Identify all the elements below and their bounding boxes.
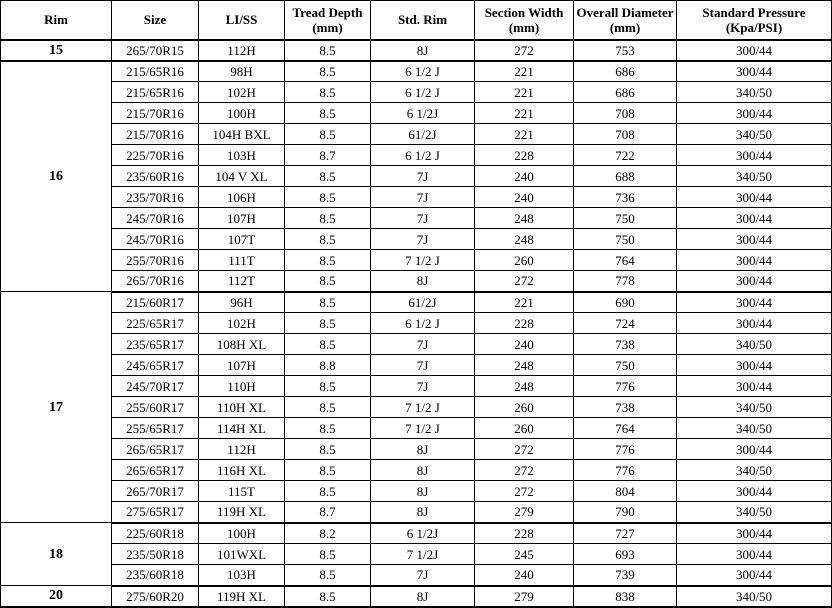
table-row xyxy=(1,271,832,292)
overall-diameter-cell: 764 xyxy=(574,418,677,439)
standard-pressure-cell: 340/50 xyxy=(677,418,832,439)
tread-depth-cell: 8.5 xyxy=(285,439,371,460)
tread-depth-cell: 8.5 xyxy=(285,292,371,313)
tread-depth-cell: 8.8 xyxy=(285,355,371,376)
li-ss-cell: 119H XL xyxy=(199,502,285,523)
std-rim-cell: 8J xyxy=(371,586,475,607)
rim-cell: 16 xyxy=(1,61,112,292)
header-rim: Rim xyxy=(1,1,112,40)
size-cell: 245/65R17 xyxy=(112,355,199,376)
size-cell: 265/65R17 xyxy=(112,460,199,481)
section-width-cell: 260 xyxy=(475,250,574,271)
size-cell: 235/60R18 xyxy=(112,565,199,586)
standard-pressure-cell: 300/44 xyxy=(677,187,832,208)
size-cell: 235/60R16 xyxy=(112,166,199,187)
tread-depth-cell: 8.5 xyxy=(285,460,371,481)
li-ss-cell: 102H xyxy=(199,313,285,334)
size-cell: 275/60R20 xyxy=(112,586,199,607)
section-width-cell: 272 xyxy=(475,481,574,502)
overall-diameter-cell: 738 xyxy=(574,334,677,355)
tread-depth-cell: 8.7 xyxy=(285,145,371,166)
section-width-cell: 272 xyxy=(475,460,574,481)
standard-pressure-cell: 300/44 xyxy=(677,376,832,397)
overall-diameter-cell: 724 xyxy=(574,313,677,334)
std-rim-cell: 8J xyxy=(371,439,475,460)
std-rim-cell: 7J xyxy=(371,355,475,376)
standard-pressure-cell: 300/44 xyxy=(677,271,832,292)
table-row xyxy=(1,502,832,523)
size-cell: 255/70R16 xyxy=(112,250,199,271)
size-cell: 265/65R17 xyxy=(112,439,199,460)
li-ss-cell: 98H xyxy=(199,61,285,82)
standard-pressure-cell: 300/44 xyxy=(677,229,832,250)
table-row xyxy=(1,61,832,82)
std-rim-cell: 8J xyxy=(371,502,475,523)
size-cell: 235/65R17 xyxy=(112,334,199,355)
tread-depth-cell: 8.5 xyxy=(285,544,371,565)
overall-diameter-cell: 776 xyxy=(574,460,677,481)
overall-diameter-cell: 738 xyxy=(574,397,677,418)
section-width-cell: 240 xyxy=(475,334,574,355)
std-rim-cell: 61/2J xyxy=(371,124,475,145)
section-width-cell: 221 xyxy=(475,124,574,145)
tread-depth-cell: 8.5 xyxy=(285,397,371,418)
size-cell: 215/65R16 xyxy=(112,82,199,103)
li-ss-cell: 104H BXL xyxy=(199,124,285,145)
table-row xyxy=(1,586,832,607)
standard-pressure-cell: 340/50 xyxy=(677,124,832,145)
rim-cell: 15 xyxy=(1,40,112,61)
standard-pressure-cell: 300/44 xyxy=(677,250,832,271)
table-row xyxy=(1,103,832,124)
standard-pressure-cell: 300/44 xyxy=(677,313,832,334)
overall-diameter-cell: 739 xyxy=(574,565,677,586)
rim-cell: 17 xyxy=(1,292,112,523)
li-ss-cell: 108H XL xyxy=(199,334,285,355)
size-cell: 245/70R16 xyxy=(112,208,199,229)
standard-pressure-cell: 340/50 xyxy=(677,166,832,187)
std-rim-cell: 7J xyxy=(371,334,475,355)
tread-depth-cell: 8.5 xyxy=(285,124,371,145)
tread-depth-cell: 8.5 xyxy=(285,61,371,82)
standard-pressure-cell: 300/44 xyxy=(677,544,832,565)
section-width-cell: 221 xyxy=(475,61,574,82)
standard-pressure-cell: 300/44 xyxy=(677,355,832,376)
overall-diameter-cell: 750 xyxy=(574,355,677,376)
standard-pressure-cell: 340/50 xyxy=(677,82,832,103)
header-std-rim: Std. Rim xyxy=(371,1,475,40)
std-rim-cell: 8J xyxy=(371,40,475,61)
overall-diameter-cell: 693 xyxy=(574,544,677,565)
overall-diameter-cell: 688 xyxy=(574,166,677,187)
table-row xyxy=(1,544,832,565)
size-cell: 215/65R16 xyxy=(112,61,199,82)
header-li-ss: LI/SS xyxy=(199,1,285,40)
table-row xyxy=(1,208,832,229)
section-width-cell: 221 xyxy=(475,82,574,103)
size-cell: 255/60R17 xyxy=(112,397,199,418)
overall-diameter-cell: 736 xyxy=(574,187,677,208)
table-row xyxy=(1,565,832,586)
li-ss-cell: 107H xyxy=(199,355,285,376)
overall-diameter-cell: 708 xyxy=(574,103,677,124)
tread-depth-cell: 8.5 xyxy=(285,82,371,103)
overall-diameter-cell: 750 xyxy=(574,208,677,229)
tread-depth-cell: 8.5 xyxy=(285,565,371,586)
standard-pressure-cell: 340/50 xyxy=(677,334,832,355)
std-rim-cell: 7J xyxy=(371,166,475,187)
overall-diameter-cell: 750 xyxy=(574,229,677,250)
table-row xyxy=(1,439,832,460)
std-rim-cell: 7J xyxy=(371,208,475,229)
tread-depth-cell: 8.5 xyxy=(285,481,371,502)
li-ss-cell: 111T xyxy=(199,250,285,271)
std-rim-cell: 6 1/2 J xyxy=(371,82,475,103)
std-rim-cell: 8J xyxy=(371,481,475,502)
section-width-cell: 272 xyxy=(475,439,574,460)
std-rim-cell: 6 1/2J xyxy=(371,103,475,124)
standard-pressure-cell: 300/44 xyxy=(677,439,832,460)
section-width-cell: 248 xyxy=(475,376,574,397)
table-row xyxy=(1,292,832,313)
li-ss-cell: 116H XL xyxy=(199,460,285,481)
li-ss-cell: 110H XL xyxy=(199,397,285,418)
li-ss-cell: 104 V XL xyxy=(199,166,285,187)
std-rim-cell: 8J xyxy=(371,460,475,481)
tread-depth-cell: 8.5 xyxy=(285,418,371,439)
table-row xyxy=(1,313,832,334)
std-rim-cell: 7 1/2 J xyxy=(371,250,475,271)
standard-pressure-cell: 300/44 xyxy=(677,40,832,61)
tread-depth-cell: 8.5 xyxy=(285,40,371,61)
standard-pressure-cell: 300/44 xyxy=(677,481,832,502)
overall-diameter-cell: 686 xyxy=(574,61,677,82)
table-body xyxy=(1,40,832,607)
std-rim-cell: 61/2J xyxy=(371,292,475,313)
table-row xyxy=(1,334,832,355)
table-row xyxy=(1,460,832,481)
li-ss-cell: 100H xyxy=(199,103,285,124)
tread-depth-cell: 8.5 xyxy=(285,250,371,271)
size-cell: 215/60R17 xyxy=(112,292,199,313)
size-cell: 235/50R18 xyxy=(112,544,199,565)
section-width-cell: 240 xyxy=(475,565,574,586)
header-size: Size xyxy=(112,1,199,40)
standard-pressure-cell: 340/50 xyxy=(677,460,832,481)
size-cell: 275/65R17 xyxy=(112,502,199,523)
size-cell: 245/70R16 xyxy=(112,229,199,250)
std-rim-cell: 7J xyxy=(371,376,475,397)
li-ss-cell: 106H xyxy=(199,187,285,208)
section-width-cell: 240 xyxy=(475,187,574,208)
overall-diameter-cell: 722 xyxy=(574,145,677,166)
std-rim-cell: 8J xyxy=(371,271,475,292)
tread-depth-cell: 8.7 xyxy=(285,502,371,523)
overall-diameter-cell: 764 xyxy=(574,250,677,271)
standard-pressure-cell: 340/50 xyxy=(677,397,832,418)
std-rim-cell: 6 1/2 J xyxy=(371,61,475,82)
tread-depth-cell: 8.5 xyxy=(285,103,371,124)
size-cell: 215/70R16 xyxy=(112,103,199,124)
li-ss-cell: 112H xyxy=(199,439,285,460)
size-cell: 265/70R15 xyxy=(112,40,199,61)
li-ss-cell: 107T xyxy=(199,229,285,250)
tread-depth-cell: 8.5 xyxy=(285,313,371,334)
li-ss-cell: 112H xyxy=(199,40,285,61)
std-rim-cell: 7 1/2 J xyxy=(371,397,475,418)
li-ss-cell: 96H xyxy=(199,292,285,313)
li-ss-cell: 107H xyxy=(199,208,285,229)
size-cell: 245/70R17 xyxy=(112,376,199,397)
size-cell: 225/60R18 xyxy=(112,523,199,544)
section-width-cell: 228 xyxy=(475,145,574,166)
section-width-cell: 240 xyxy=(475,166,574,187)
li-ss-cell: 101WXL xyxy=(199,544,285,565)
table-row xyxy=(1,82,832,103)
tread-depth-cell: 8.5 xyxy=(285,586,371,607)
table-row xyxy=(1,250,832,271)
table-row xyxy=(1,418,832,439)
li-ss-cell: 110H xyxy=(199,376,285,397)
li-ss-cell: 103H xyxy=(199,565,285,586)
standard-pressure-cell: 300/44 xyxy=(677,61,832,82)
rim-cell: 20 xyxy=(1,586,112,607)
overall-diameter-cell: 776 xyxy=(574,439,677,460)
tread-depth-cell: 8.5 xyxy=(285,271,371,292)
tread-depth-cell: 8.5 xyxy=(285,187,371,208)
li-ss-cell: 112T xyxy=(199,271,285,292)
overall-diameter-cell: 790 xyxy=(574,502,677,523)
li-ss-cell: 115T xyxy=(199,481,285,502)
header-standard-pressure: Standard Pressure (Kpa/PSI) xyxy=(677,1,832,40)
std-rim-cell: 6 1/2 J xyxy=(371,313,475,334)
section-width-cell: 221 xyxy=(475,292,574,313)
tread-depth-cell: 8.5 xyxy=(285,376,371,397)
section-width-cell: 260 xyxy=(475,397,574,418)
size-cell: 215/70R16 xyxy=(112,124,199,145)
table-row xyxy=(1,145,832,166)
std-rim-cell: 7 1/2 J xyxy=(371,418,475,439)
section-width-cell: 248 xyxy=(475,229,574,250)
size-cell: 255/65R17 xyxy=(112,418,199,439)
li-ss-cell: 102H xyxy=(199,82,285,103)
standard-pressure-cell: 300/44 xyxy=(677,208,832,229)
table-row xyxy=(1,166,832,187)
std-rim-cell: 6 1/2 J xyxy=(371,145,475,166)
size-cell: 265/70R17 xyxy=(112,481,199,502)
std-rim-cell: 7J xyxy=(371,565,475,586)
overall-diameter-cell: 708 xyxy=(574,124,677,145)
size-cell: 235/70R16 xyxy=(112,187,199,208)
std-rim-cell: 7J xyxy=(371,187,475,208)
overall-diameter-cell: 804 xyxy=(574,481,677,502)
header-row xyxy=(1,1,832,40)
std-rim-cell: 7J xyxy=(371,229,475,250)
section-width-cell: 279 xyxy=(475,502,574,523)
li-ss-cell: 103H xyxy=(199,145,285,166)
header-overall-diameter: Overall Diameter (mm) xyxy=(574,1,677,40)
overall-diameter-cell: 838 xyxy=(574,586,677,607)
std-rim-cell: 6 1/2J xyxy=(371,523,475,544)
li-ss-cell: 100H xyxy=(199,523,285,544)
section-width-cell: 279 xyxy=(475,586,574,607)
section-width-cell: 272 xyxy=(475,40,574,61)
standard-pressure-cell: 340/50 xyxy=(677,586,832,607)
li-ss-cell: 119H XL xyxy=(199,586,285,607)
standard-pressure-cell: 300/44 xyxy=(677,103,832,124)
section-width-cell: 248 xyxy=(475,208,574,229)
table-row xyxy=(1,40,832,61)
overall-diameter-cell: 686 xyxy=(574,82,677,103)
rim-cell: 18 xyxy=(1,523,112,586)
table-row xyxy=(1,376,832,397)
standard-pressure-cell: 300/44 xyxy=(677,145,832,166)
table-row xyxy=(1,523,832,544)
standard-pressure-cell: 340/50 xyxy=(677,502,832,523)
table-row xyxy=(1,355,832,376)
section-width-cell: 221 xyxy=(475,103,574,124)
table-row xyxy=(1,187,832,208)
size-cell: 265/70R16 xyxy=(112,271,199,292)
tread-depth-cell: 8.5 xyxy=(285,334,371,355)
size-cell: 225/70R16 xyxy=(112,145,199,166)
table-row xyxy=(1,481,832,502)
overall-diameter-cell: 727 xyxy=(574,523,677,544)
header-tread-depth: Tread Depth (mm) xyxy=(285,1,371,40)
standard-pressure-cell: 300/44 xyxy=(677,565,832,586)
section-width-cell: 228 xyxy=(475,523,574,544)
standard-pressure-cell: 300/44 xyxy=(677,523,832,544)
section-width-cell: 228 xyxy=(475,313,574,334)
section-width-cell: 248 xyxy=(475,355,574,376)
overall-diameter-cell: 690 xyxy=(574,292,677,313)
section-width-cell: 245 xyxy=(475,544,574,565)
tread-depth-cell: 8.5 xyxy=(285,229,371,250)
table-row xyxy=(1,229,832,250)
li-ss-cell: 114H XL xyxy=(199,418,285,439)
tread-depth-cell: 8.2 xyxy=(285,523,371,544)
size-cell: 225/65R17 xyxy=(112,313,199,334)
overall-diameter-cell: 778 xyxy=(574,271,677,292)
tread-depth-cell: 8.5 xyxy=(285,166,371,187)
table-row xyxy=(1,124,832,145)
overall-diameter-cell: 753 xyxy=(574,40,677,61)
tread-depth-cell: 8.5 xyxy=(285,208,371,229)
header-section-width: Section Width (mm) xyxy=(475,1,574,40)
table-row xyxy=(1,397,832,418)
std-rim-cell: 7 1/2J xyxy=(371,544,475,565)
standard-pressure-cell: 300/44 xyxy=(677,292,832,313)
overall-diameter-cell: 776 xyxy=(574,376,677,397)
section-width-cell: 272 xyxy=(475,271,574,292)
section-width-cell: 260 xyxy=(475,418,574,439)
